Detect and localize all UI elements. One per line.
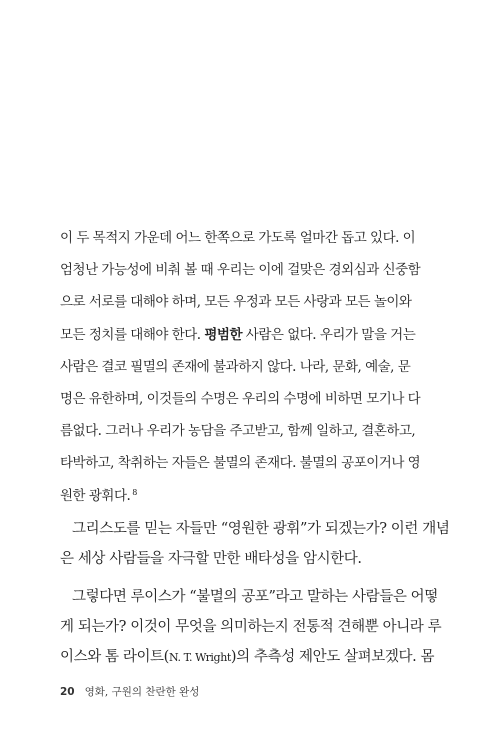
body-line: 그렇다면 루이스가 “불멸의 공포”라고 말하는 사람들은 어떻 [72,589,438,605]
quote-line: 으로 서로를 대해야 하며, 모든 우정과 모든 사랑과 모든 놀이와 [60,294,412,311]
paragraph [60,582,440,673]
body-line: 그리스도를 믿는 자들만 “영원한 광휘”가 되겠는가? 이런 개념 [72,521,450,537]
quote-line: 명은 유한하며, 이것들의 수명은 우리의 수명에 비하면 모기나 다 [60,391,421,408]
quote-line: 타박하고, 착취하는 자들은 불멸의 존재다. 불멸의 공포이거나 영 [60,455,421,472]
quote-line [60,480,440,512]
quote-line: 엄청난 가능성에 비춰 볼 때 우리는 이에 걸맞은 경외심과 신중함 [60,262,421,279]
body-text-segment: )의 추측성 제안도 살펴보겠다. 몸 [230,649,435,665]
quote-line: 름없다. 그러나 우리가 농담을 주고받고, 함께 일하고, 결혼하고, [60,423,416,440]
body-text-segment: 이스와 톰 라이트( [60,649,169,665]
running-title: 영화, 구원의 찬란한 완성 [84,686,200,698]
quote-text: 사람은 없다. 우리가 말을 거는 [242,326,416,343]
quote-line: 사람은 결코 필멸의 존재에 불과하지 않다. 나라, 문화, 예술, 문 [60,358,411,375]
paragraph [60,514,450,574]
page-number: 20 [60,686,75,698]
body-line [60,642,440,673]
emphasized-word: 평범한 [204,326,242,343]
page-footer [60,684,199,699]
quote-text: 모든 정치를 대해야 한다. [60,326,205,343]
quote-line: 이 두 목적지 가운데 어느 한쪽으로 가도록 얼마간 돕고 있다. 이 [60,230,416,246]
block-quote [60,222,440,512]
body-line: 게 되는가? 이것이 무엇을 의미하는지 전통적 견해뿐 아니라 루 [60,619,442,635]
body-line: 은 세상 사람들을 자극할 만한 배타성을 암시한다. [60,551,362,567]
footnote-marker: 8 [132,487,137,497]
quote-text: 원한 광휘다. [60,487,131,504]
author-name-latin: N. T. Wright [168,651,231,664]
quote-line [60,319,440,351]
body-text [60,514,450,681]
